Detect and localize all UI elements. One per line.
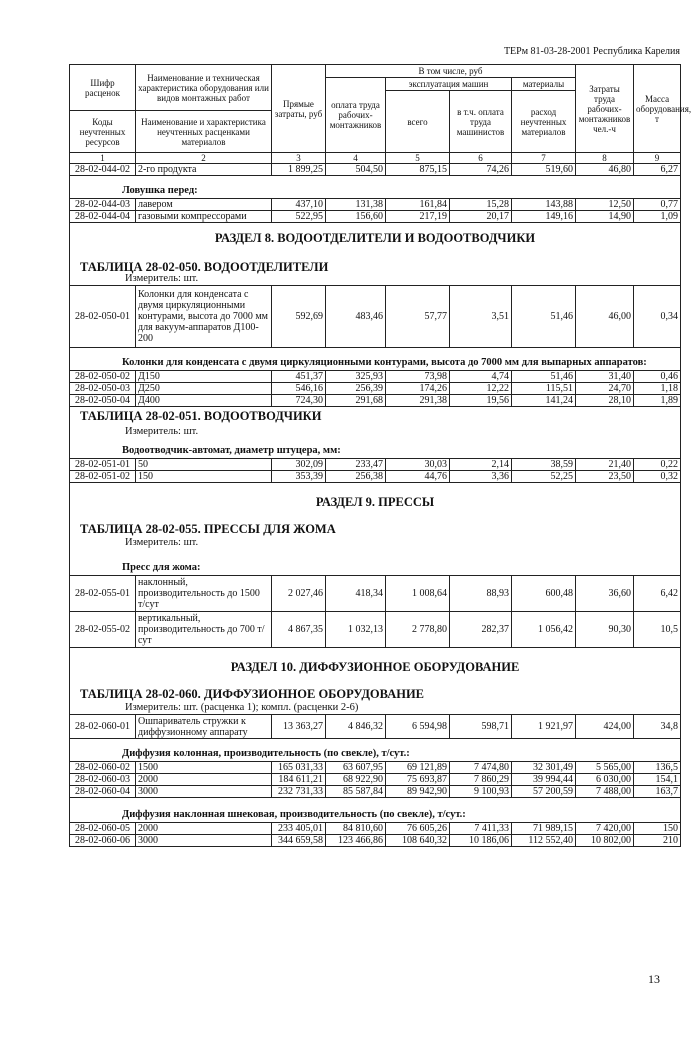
row-name: 3000	[136, 835, 272, 847]
row-name: Д400	[136, 395, 272, 407]
table-row	[70, 576, 681, 612]
row-code: 28-02-044-03	[70, 199, 136, 211]
header-total: всего	[386, 91, 450, 153]
row-value: 73,98	[386, 371, 450, 383]
row-value: 143,88	[512, 199, 576, 211]
row-code: 28-02-050-03	[70, 383, 136, 395]
group-title: Диффузия колонная, производительность (по свекле), т/сут.:	[122, 748, 410, 759]
group-title: Ловушка перед:	[122, 185, 198, 196]
group-title: Колонки для конденсата с двумя циркуляционными контурами, высота до 7000 мм для выпарных аппаратов:	[122, 357, 647, 368]
header-code-top: Шифр расценок	[70, 65, 136, 111]
row-value: 592,69	[272, 286, 326, 348]
header-machines: эксплуатация машин	[386, 78, 512, 91]
row-name: лавером	[136, 199, 272, 211]
row-value: 52,25	[512, 471, 576, 483]
row-value: 1,18	[634, 383, 681, 395]
row-name: 150	[136, 471, 272, 483]
table-row	[70, 612, 681, 648]
measure: Измеритель: шт. (расценка 1); компл. (расценки 2-6)	[125, 702, 359, 713]
colnum: 3	[272, 153, 326, 164]
row-value: 12,22	[450, 383, 512, 395]
row-value: 546,16	[272, 383, 326, 395]
row-value: 875,15	[386, 164, 450, 176]
table-title: ТАБЛИЦА 28-02-051. ВОДООТВОДЧИКИ	[80, 409, 322, 423]
row-value: 10 186,06	[450, 835, 512, 847]
row-value: 46,00	[576, 286, 634, 348]
row-value: 4 867,35	[272, 612, 326, 648]
row-value: 2,14	[450, 459, 512, 471]
row-value: 13 363,27	[272, 715, 326, 739]
row-value: 0,46	[634, 371, 681, 383]
row-value: 84 810,60	[326, 823, 386, 835]
row-name: 3000	[136, 786, 272, 798]
row-value: 724,30	[272, 395, 326, 407]
row-value: 20,17	[450, 211, 512, 223]
colnum: 9	[634, 153, 681, 164]
header-mat-use: расход неучтенных материалов	[512, 91, 576, 153]
row-code: 28-02-050-02	[70, 371, 136, 383]
table-title: ТАБЛИЦА 28-02-055. ПРЕССЫ ДЛЯ ЖОМА	[80, 522, 336, 536]
row-value: 1 921,97	[512, 715, 576, 739]
row-value: 10,5	[634, 612, 681, 648]
group-title: Диффузия наклонная шнековая, производительность (по свекле), т/сут.:	[122, 809, 466, 820]
header-name-top: Наименование и техническая характеристика оборудования или видов монтажных работ	[136, 65, 272, 111]
row-value: 4 846,32	[326, 715, 386, 739]
row-value: 7 420,00	[576, 823, 634, 835]
row-value: 7 411,33	[450, 823, 512, 835]
table-row	[70, 762, 681, 774]
row-value: 210	[634, 835, 681, 847]
row-value: 1 056,42	[512, 612, 576, 648]
row-value: 51,46	[512, 371, 576, 383]
row-value: 600,48	[512, 576, 576, 612]
row-value: 131,38	[326, 199, 386, 211]
table-row	[70, 383, 681, 395]
row-code: 28-02-051-01	[70, 459, 136, 471]
header-labor-pay: оплата труда рабочих-монтажников	[326, 78, 386, 153]
row-value: 89 942,90	[386, 786, 450, 798]
header-labor-cost: Затраты труда рабочих-монтажников чел.-ч	[576, 65, 634, 153]
row-value: 424,00	[576, 715, 634, 739]
row-code: 28-02-060-04	[70, 786, 136, 798]
row-value: 1,09	[634, 211, 681, 223]
row-value: 519,60	[512, 164, 576, 176]
row-value: 149,16	[512, 211, 576, 223]
row-value: 291,68	[326, 395, 386, 407]
row-name: Ошпариватель стружки к диффузионному аппарату	[136, 715, 272, 739]
row-name: 2-го продукта	[136, 164, 272, 176]
section-title: РАЗДЕЛ 10. ДИФФУЗИОННОЕ ОБОРУДОВАНИЕ	[230, 660, 520, 674]
row-value: 74,26	[450, 164, 512, 176]
row-value: 23,50	[576, 471, 634, 483]
row-value: 38,59	[512, 459, 576, 471]
row-value: 291,38	[386, 395, 450, 407]
row-name: Д250	[136, 383, 272, 395]
row-value: 150	[634, 823, 681, 835]
table-row	[70, 459, 681, 471]
row-value: 6 030,00	[576, 774, 634, 786]
row-value: 141,24	[512, 395, 576, 407]
row-value: 504,50	[326, 164, 386, 176]
row-value: 108 640,32	[386, 835, 450, 847]
row-value: 10 802,00	[576, 835, 634, 847]
colnum: 2	[136, 153, 272, 164]
row-value: 123 466,86	[326, 835, 386, 847]
row-value: 14,90	[576, 211, 634, 223]
row-value: 71 989,15	[512, 823, 576, 835]
group-title: Водоотводчик-автомат, диаметр штуцера, мм:	[122, 445, 341, 456]
row-code: 28-02-044-02	[70, 164, 136, 176]
row-value: 57,77	[386, 286, 450, 348]
header-direct: Прямые затраты, руб	[272, 65, 326, 153]
row-value: 3,36	[450, 471, 512, 483]
row-value: 136,5	[634, 762, 681, 774]
row-value: 69 121,89	[386, 762, 450, 774]
table-row	[70, 715, 681, 739]
row-name: 1500	[136, 762, 272, 774]
row-code: 28-02-050-01	[70, 286, 136, 348]
row-value: 112 552,40	[512, 835, 576, 847]
row-value: 7 474,80	[450, 762, 512, 774]
row-value: 63 607,95	[326, 762, 386, 774]
row-value: 163,7	[634, 786, 681, 798]
row-value: 4,74	[450, 371, 512, 383]
row-value: 154,1	[634, 774, 681, 786]
row-value: 34,8	[634, 715, 681, 739]
row-value: 32 301,49	[512, 762, 576, 774]
header-name-bottom: Наименование и характеристика неучтенных расценками материалов	[136, 111, 272, 153]
header-mass: Масса оборудования, т	[634, 65, 681, 153]
header-materials: материалы	[512, 78, 576, 91]
row-value: 12,50	[576, 199, 634, 211]
row-code: 28-02-055-02	[70, 612, 136, 648]
row-value: 256,39	[326, 383, 386, 395]
row-code: 28-02-050-04	[70, 395, 136, 407]
running-head: ТЕРм 81-03-28-2001 Республика Карелия	[503, 46, 680, 57]
colnum: 7	[512, 153, 576, 164]
header-including: В том числе, руб	[326, 65, 576, 78]
header-code-bottom: Коды неучтенных ресурсов	[70, 111, 136, 153]
row-value: 7 860,29	[450, 774, 512, 786]
row-value: 36,60	[576, 576, 634, 612]
row-value: 165 031,33	[272, 762, 326, 774]
row-name: газовыми компрессорами	[136, 211, 272, 223]
row-value: 44,76	[386, 471, 450, 483]
row-code: 28-02-060-05	[70, 823, 136, 835]
measure: Измеритель: шт.	[125, 426, 199, 437]
row-value: 9 100,93	[450, 786, 512, 798]
row-value: 6,42	[634, 576, 681, 612]
header-incl-pay: в т.ч. оплата труда машинистов	[450, 91, 512, 153]
row-value: 46,80	[576, 164, 634, 176]
row-value: 6,27	[634, 164, 681, 176]
row-value: 3,51	[450, 286, 512, 348]
row-value: 2 027,46	[272, 576, 326, 612]
row-value: 21,40	[576, 459, 634, 471]
colnum: 4	[326, 153, 386, 164]
row-value: 15,28	[450, 199, 512, 211]
table-row	[70, 164, 681, 176]
row-value: 30,03	[386, 459, 450, 471]
row-value: 302,09	[272, 459, 326, 471]
table-row	[70, 211, 681, 223]
row-name: 50	[136, 459, 272, 471]
row-code: 28-02-060-03	[70, 774, 136, 786]
row-value: 0,77	[634, 199, 681, 211]
row-value: 24,70	[576, 383, 634, 395]
row-value: 233,47	[326, 459, 386, 471]
page-number: 13	[648, 972, 660, 986]
row-value: 437,10	[272, 199, 326, 211]
colnum: 1	[70, 153, 136, 164]
row-value: 598,71	[450, 715, 512, 739]
row-value: 483,46	[326, 286, 386, 348]
row-value: 282,37	[450, 612, 512, 648]
colnum: 8	[576, 153, 634, 164]
table-row	[70, 774, 681, 786]
row-value: 522,95	[272, 211, 326, 223]
row-code: 28-02-051-02	[70, 471, 136, 483]
row-value: 1 032,13	[326, 612, 386, 648]
row-value: 156,60	[326, 211, 386, 223]
table-row	[70, 471, 681, 483]
colnum: 5	[386, 153, 450, 164]
table-row	[70, 823, 681, 835]
row-name: 2000	[136, 823, 272, 835]
colnum: 6	[450, 153, 512, 164]
row-value: 75 693,87	[386, 774, 450, 786]
row-value: 2 778,80	[386, 612, 450, 648]
table-row	[70, 371, 681, 383]
row-value: 19,56	[450, 395, 512, 407]
row-value: 51,46	[512, 286, 576, 348]
measure: Измеритель: шт.	[125, 537, 199, 548]
table-title: ТАБЛИЦА 28-02-060. ДИФФУЗИОННОЕ ОБОРУДОВАНИЕ	[80, 687, 425, 701]
row-value: 57 200,59	[512, 786, 576, 798]
row-code: 28-02-055-01	[70, 576, 136, 612]
table-row	[70, 286, 681, 348]
row-value: 232 731,33	[272, 786, 326, 798]
table-row	[70, 786, 681, 798]
row-value: 90,30	[576, 612, 634, 648]
row-value: 31,40	[576, 371, 634, 383]
section-title: РАЗДЕЛ 9. ПРЕССЫ	[315, 495, 435, 509]
row-value: 1,89	[634, 395, 681, 407]
row-value: 1 899,25	[272, 164, 326, 176]
row-name: Колонки для конденсата с двумя циркуляционными контурами, высота до 7000 мм для вакуум-аппаратов Д100-200	[136, 286, 272, 348]
table-row	[70, 395, 681, 407]
row-value: 418,34	[326, 576, 386, 612]
row-value: 1 008,64	[386, 576, 450, 612]
row-value: 325,93	[326, 371, 386, 383]
price-table	[69, 64, 692, 847]
row-value: 115,51	[512, 383, 576, 395]
row-value: 233 405,01	[272, 823, 326, 835]
row-value: 76 605,26	[386, 823, 450, 835]
row-value: 217,19	[386, 211, 450, 223]
measure: Измеритель: шт.	[125, 273, 199, 284]
row-value: 28,10	[576, 395, 634, 407]
row-value: 0,34	[634, 286, 681, 348]
table-row	[70, 835, 681, 847]
table-title: ТАБЛИЦА 28-02-050. ВОДООТДЕЛИТЕЛИ	[80, 260, 329, 274]
row-code: 28-02-060-02	[70, 762, 136, 774]
group-title: Пресс для жома:	[122, 562, 201, 573]
row-name: 2000	[136, 774, 272, 786]
row-value: 0,22	[634, 459, 681, 471]
row-name: вертикальный, производительность до 700 т/сут	[136, 612, 272, 648]
row-value: 68 922,90	[326, 774, 386, 786]
row-value: 184 611,21	[272, 774, 326, 786]
row-value: 5 565,00	[576, 762, 634, 774]
row-value: 344 659,58	[272, 835, 326, 847]
table-row	[70, 199, 681, 211]
row-name: Д150	[136, 371, 272, 383]
row-code: 28-02-060-01	[70, 715, 136, 739]
row-value: 39 994,44	[512, 774, 576, 786]
row-value: 85 587,84	[326, 786, 386, 798]
row-value: 256,38	[326, 471, 386, 483]
row-value: 6 594,98	[386, 715, 450, 739]
row-value: 174,26	[386, 383, 450, 395]
row-value: 0,32	[634, 471, 681, 483]
row-value: 7 488,00	[576, 786, 634, 798]
section-title: РАЗДЕЛ 8. ВОДООТДЕЛИТЕЛИ И ВОДООТВОДЧИКИ	[214, 231, 536, 245]
row-code: 28-02-060-06	[70, 835, 136, 847]
row-code: 28-02-044-04	[70, 211, 136, 223]
row-name: наклонный, производительность до 1500 т/сут	[136, 576, 272, 612]
row-value: 353,39	[272, 471, 326, 483]
row-value: 88,93	[450, 576, 512, 612]
row-value: 451,37	[272, 371, 326, 383]
row-value: 161,84	[386, 199, 450, 211]
